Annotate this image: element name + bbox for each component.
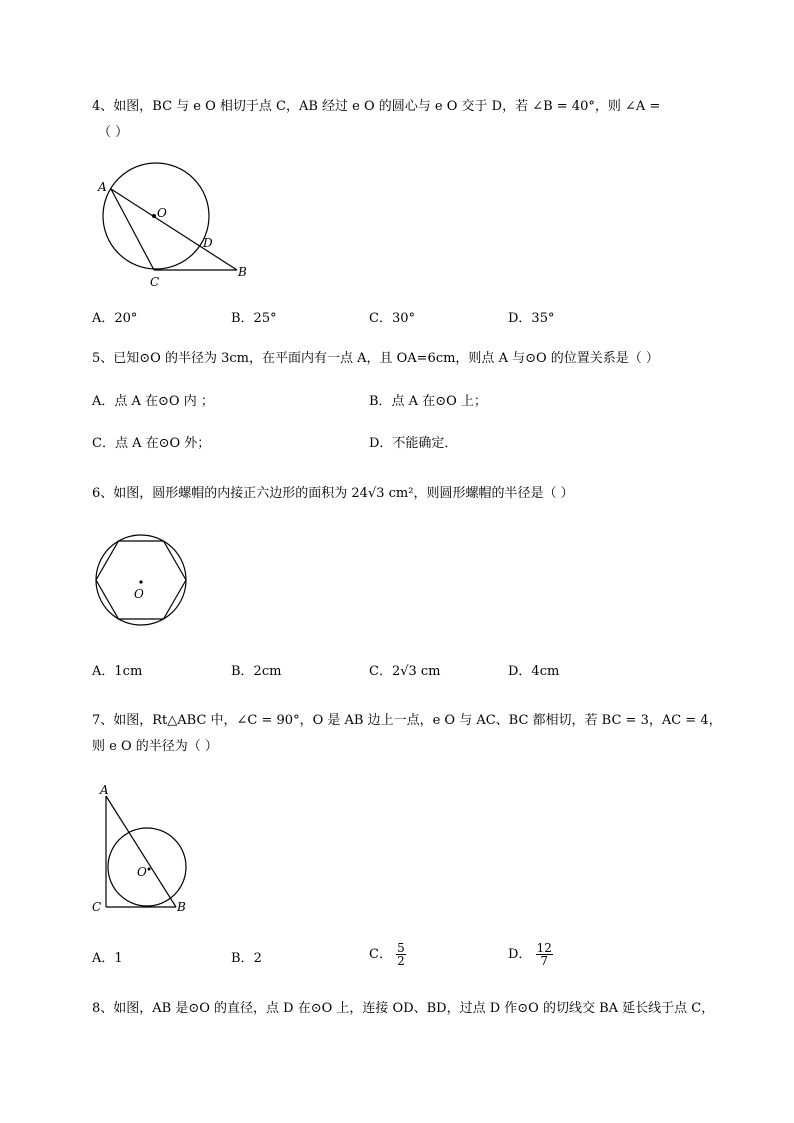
q6-figure-hexagon-nut	[92, 532, 192, 628]
q7-option-c-numerator: 5	[397, 941, 405, 955]
q7-label-a: A	[100, 783, 109, 797]
q7-label-o: O	[137, 865, 147, 879]
q7-option-d-prefix: D．	[508, 947, 532, 962]
q7-option-c-denominator: 2	[397, 954, 405, 968]
q5-option-a[interactable]: A．点 A 在⊙O 内 ；	[92, 394, 214, 409]
q6-label-o: O	[134, 587, 144, 601]
q4-option-b[interactable]: B．25°	[231, 311, 277, 326]
q4-stem-line1: 4、如图，BC 与 e O 相切于点 C，AB 经过 e O 的圆心与 e O 交于 D，若 ∠B = 40°，则 ∠A =	[92, 99, 661, 114]
q4-label-d: D	[203, 236, 213, 250]
q7-option-b-value: 2	[253, 951, 262, 966]
q4-label-b: B	[238, 265, 247, 279]
q6-option-d[interactable]: D．4cm	[508, 664, 560, 679]
q7-option-b-prefix: B．	[231, 951, 254, 966]
q4-stem-line2: （ ）	[98, 125, 129, 140]
q5-stem: 5、已知⊙O 的半径为 3cm，在平面内有一点 A，且 OA=6cm，则点 A 与⊙O 的位置关系是（ ）	[92, 351, 659, 366]
q4-label-o: O	[157, 206, 167, 220]
q4-option-c[interactable]: C．30°	[369, 311, 415, 326]
q7-inscribed-circle	[108, 828, 186, 906]
q7-center-dot	[148, 868, 151, 871]
q7-stem-line2: 则 e O 的半径为（ ）	[92, 739, 218, 754]
q4-figure-circle-tangent	[88, 160, 268, 295]
q6-center-dot	[139, 580, 142, 583]
q7-label-c: C	[92, 900, 102, 914]
q4-label-a: A	[98, 180, 107, 194]
q6-outer-circle	[96, 535, 186, 625]
q7-option-c-prefix: C．	[369, 947, 392, 962]
q5-option-b[interactable]: B．点 A 在⊙O 上；	[369, 394, 487, 409]
q6-hexagon	[96, 541, 186, 619]
q6-option-c[interactable]: C．2√3 cm	[369, 664, 441, 679]
q7-figure-right-triangle	[90, 782, 200, 917]
q7-option-a-value: 1	[114, 951, 123, 966]
q6-stem: 6、如图，圆形螺帽的内接正六边形的面积为 24√3 cm²，则圆形螺帽的半径是（ ）	[92, 486, 574, 501]
q7-option-a-prefix: A．	[92, 951, 115, 966]
q4-line-ac	[111, 189, 154, 270]
q7-option-a[interactable]	[92, 950, 123, 968]
q8-stem: 8、如图，AB 是⊙O 的直径，点 D 在⊙O 上，连接 OD、BD，过点 D 作⊙O 的切线交 BA 延长线于点 C，	[92, 1001, 715, 1016]
q7-option-b[interactable]	[231, 950, 262, 968]
q4-label-c: C	[150, 275, 160, 289]
q7-option-c[interactable]	[369, 942, 406, 967]
q6-option-b[interactable]: B．2cm	[231, 664, 282, 679]
q4-center-dot	[152, 214, 156, 218]
q6-option-a[interactable]: A．1cm	[92, 664, 143, 679]
q7-option-c-fraction	[396, 942, 406, 967]
q7-label-b: B	[177, 900, 186, 914]
q7-option-d[interactable]	[508, 942, 553, 967]
q7-option-d-fraction	[536, 942, 553, 967]
q7-stem-line1: 7、如图，Rt△ABC 中，∠C = 90°，O 是 AB 边上一点，e O 与 AC、BC 都相切，若 BC = 3，AC = 4，	[92, 713, 722, 728]
q5-option-c[interactable]: C．点 A 在⊙O 外；	[92, 436, 211, 451]
q5-option-d[interactable]: D．不能确定．	[369, 436, 458, 451]
q7-option-d-denominator: 7	[540, 954, 549, 968]
q4-option-a[interactable]: A．20°	[92, 311, 138, 326]
q7-option-d-numerator: 12	[536, 941, 552, 955]
q4-option-d[interactable]: D．35°	[508, 311, 555, 326]
q4-line-ab	[111, 189, 237, 270]
